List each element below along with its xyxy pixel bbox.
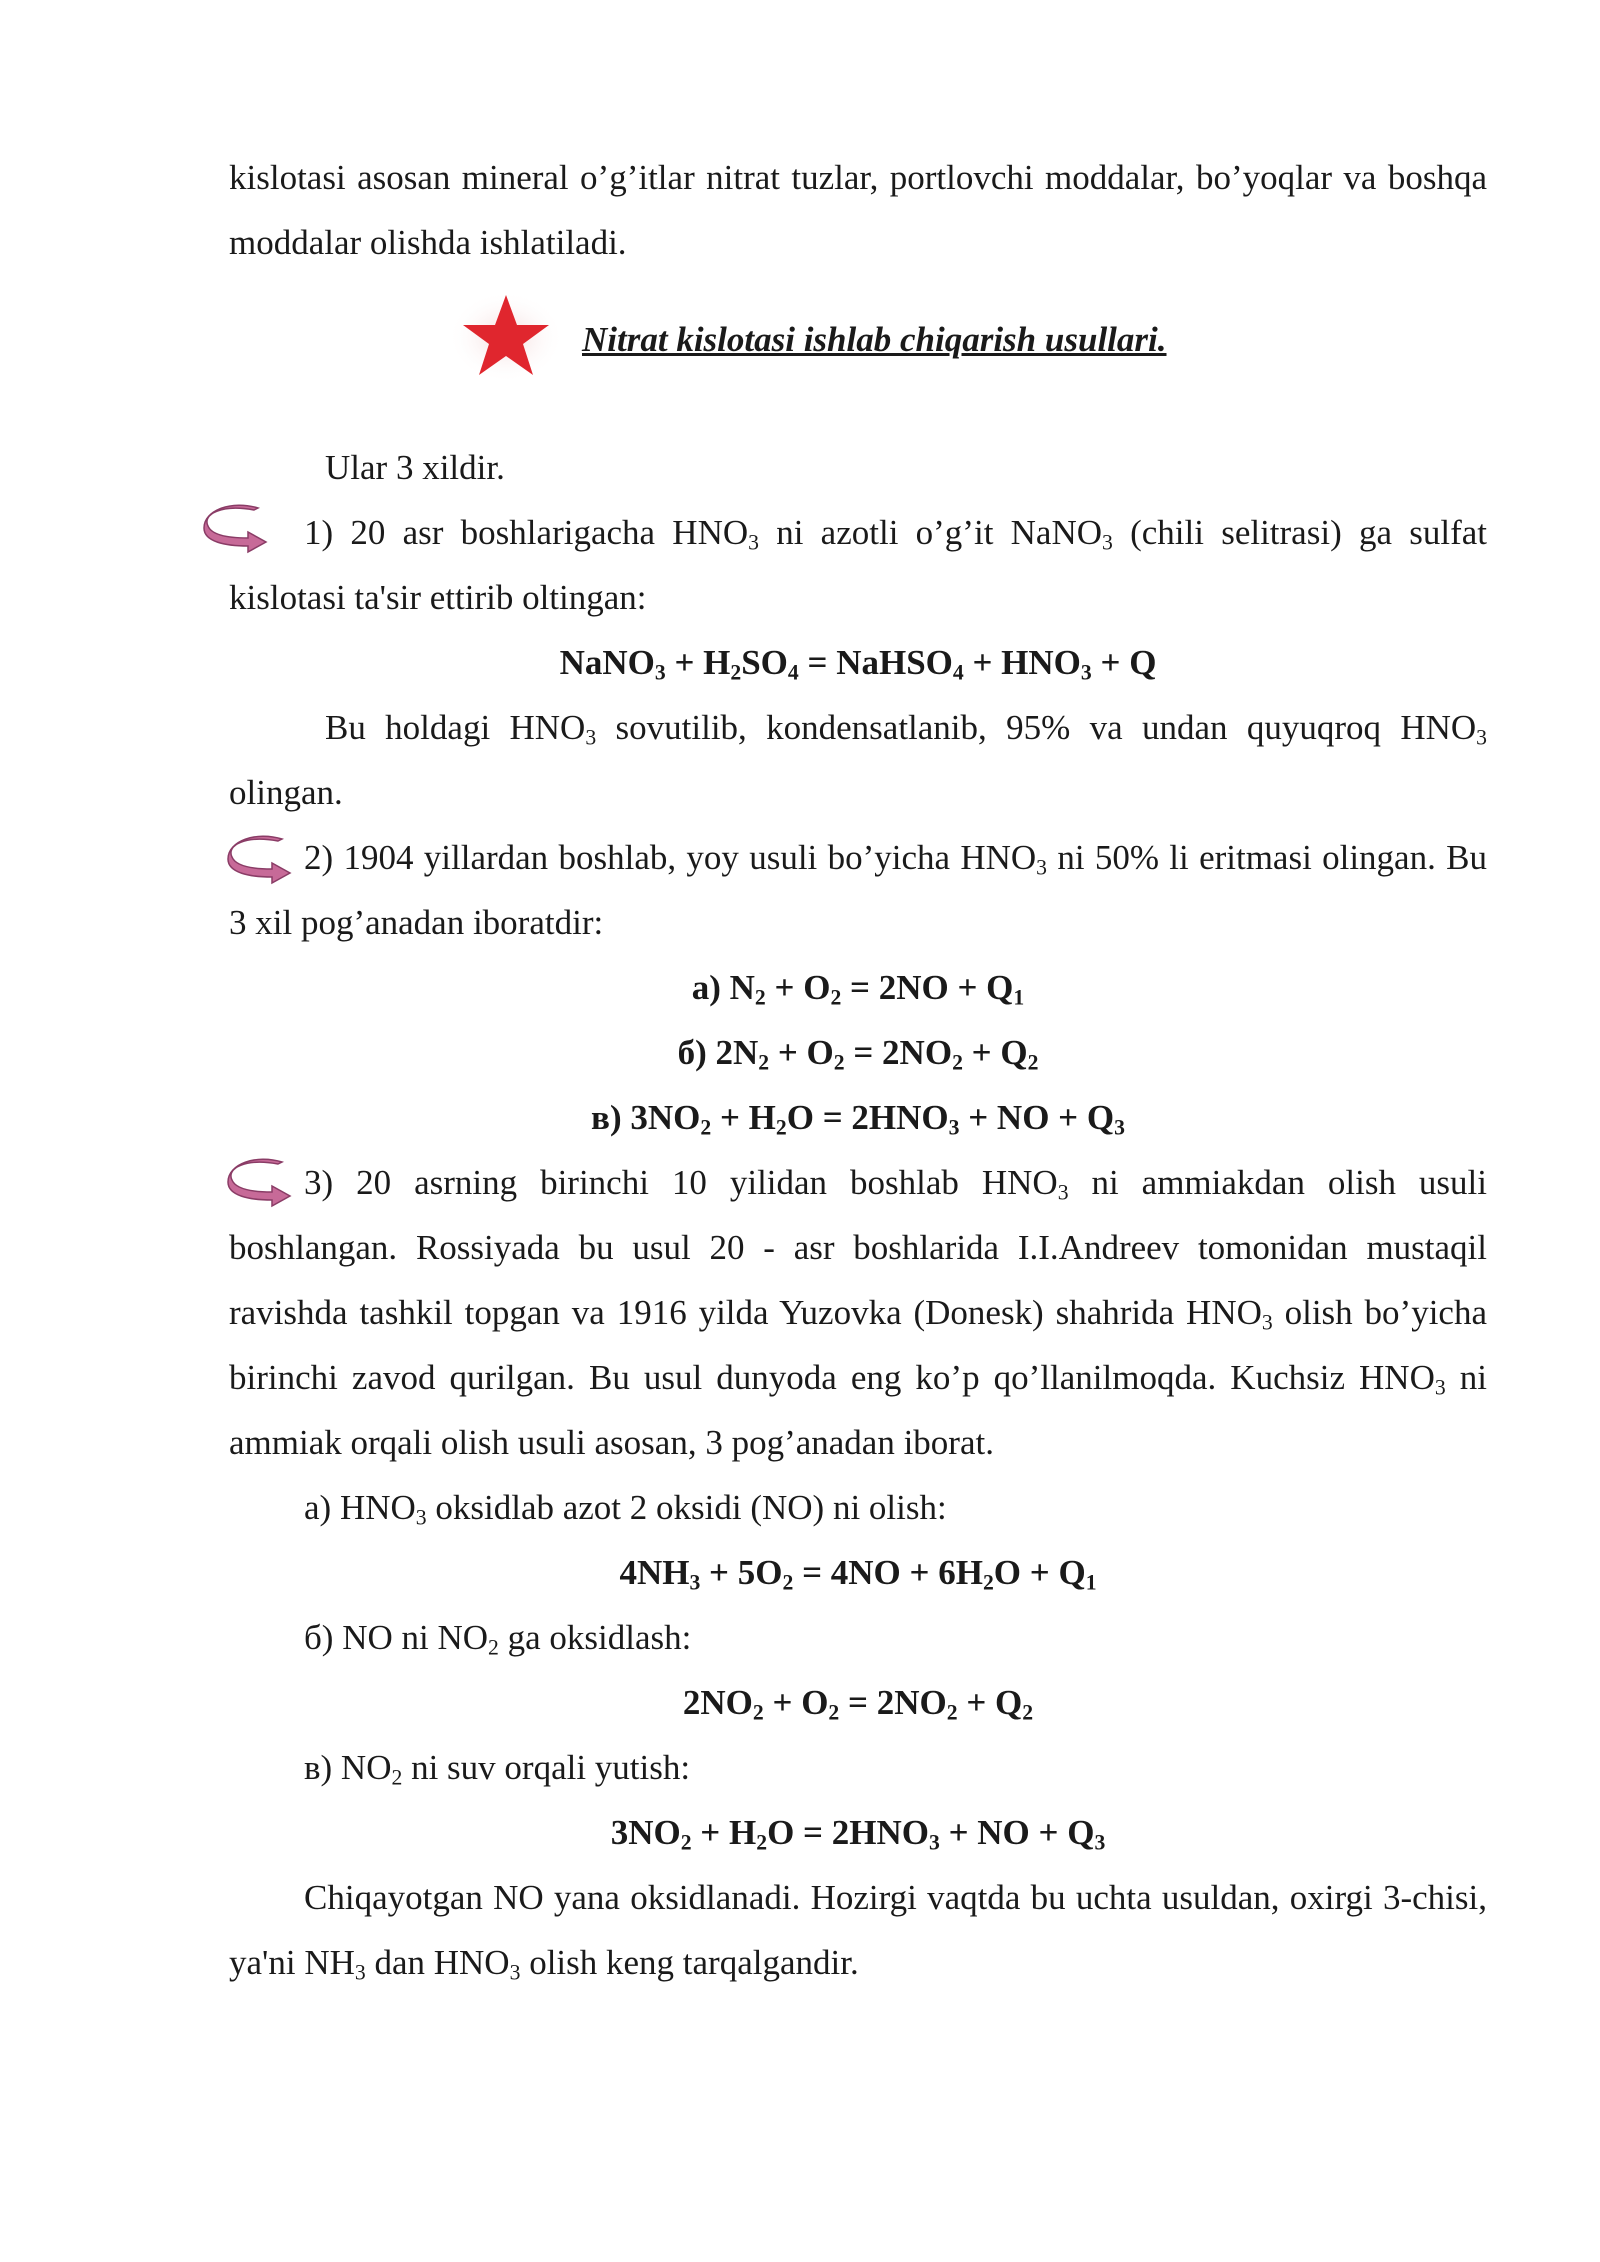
section-heading-row bbox=[229, 307, 1487, 372]
curved-arrow-icon bbox=[202, 502, 272, 554]
step-v-line: в) $NO_2$ ni suv orqali yutish: bbox=[304, 1748, 691, 1790]
section-heading: Nitrat kislotasi ishlab chiqarish usullari. bbox=[582, 320, 1167, 359]
method-2-paragraph: 2) 1904 yillardan boshlab, yoy usuli bo’yicha $HNO_3$ ni 50% li eritmasi olingan. Bu 3 xil pog’anadan iboratdir: bbox=[229, 838, 1487, 942]
method-1-paragraph: 1) 20 asr boshlarigacha $HNO_3$ ni azotli o’g’it NaNO$_3$ (chili selitrasi) ga sulfat kislotasi ta'sir ettirib oltingan: bbox=[229, 513, 1487, 617]
curved-arrow-icon bbox=[226, 1156, 296, 1208]
equation-1: NaNO$_3$ + $H_2SO_4$ = NaHSO$_4$ + $HNO_3 + Q$ bbox=[559, 643, 1157, 685]
ular-line: Ular 3 xildir. bbox=[325, 448, 505, 487]
step-b-line: б) NO ni $NO_2$ ga oksidlash: bbox=[304, 1618, 692, 1660]
equation-2b: б) $2N_2 + O_2 = 2NO_2 + Q_2$ bbox=[677, 1033, 1039, 1075]
equation-3b: $2NO_2 + O_2 = 2NO_2 + Q_2$ bbox=[682, 1683, 1034, 1725]
holdagi-paragraph: Bu holdagi $HNO_3$ sovutilib, kondensatlanib, 95% va undan quyuqroq $HNO_3$ olingan. bbox=[229, 708, 1488, 812]
equation-2a: а) $N_2 + O_2 = 2NO + Q_1$ bbox=[691, 968, 1025, 1010]
star-icon bbox=[447, 285, 565, 385]
step-a-line: а) $HNO_3$ oksidlab azot 2 oksidi (NO) ni olish: bbox=[304, 1488, 947, 1530]
method-3-paragraph: 3) 20 asrning birinchi 10 yilidan boshlab $HNO_3$ ni ammiakdan olish usuli boshlangan. Rossiyada bu usul 20 - asr boshlarida I.I.Andreev tomonidan mustaqil ravishda tashkil topgan va 1916 yilda Yuzovka (Donesk) shahrida $HNO_3$ olish bo’yicha birinchi zavod qurilgan. Bu usul dunyoda eng ko’p qo’llanilmoqda. Kuchsiz $HNO_3$ ni ammiak orqali olish usuli asosan, 3 pog’anadan iborat. bbox=[229, 1163, 1488, 1462]
equation-3a: $4NH_3 + 5O_2 = 4NO + 6H_2O + Q_1$ bbox=[619, 1553, 1097, 1595]
document-page bbox=[229, 145, 1487, 1995]
curved-arrow-icon bbox=[226, 833, 296, 885]
conclusion-paragraph: Chiqayotgan NO yana oksidlanadi. Hozirgi vaqtda bu uchta usuldan, oxirgi 3-chisi, ya'ni $NH_3$ dan $HNO_3$ olish keng tarqalgandir. bbox=[229, 1878, 1487, 1985]
equation-3c: $3NO_2 + H_2O = 2HNO_3$ + NO + $Q_3$ bbox=[610, 1813, 1106, 1855]
equation-2c: в) $3NO_2 + H_2O = 2HNO_3$ + NO + $Q_3$ bbox=[591, 1098, 1125, 1140]
intro-paragraph: kislotasi asosan mineral o’g’itlar nitrat tuzlar, portlovchi moddalar, bo’yoqlar va boshqa moddalar olishda ishlatiladi. bbox=[229, 158, 1487, 262]
